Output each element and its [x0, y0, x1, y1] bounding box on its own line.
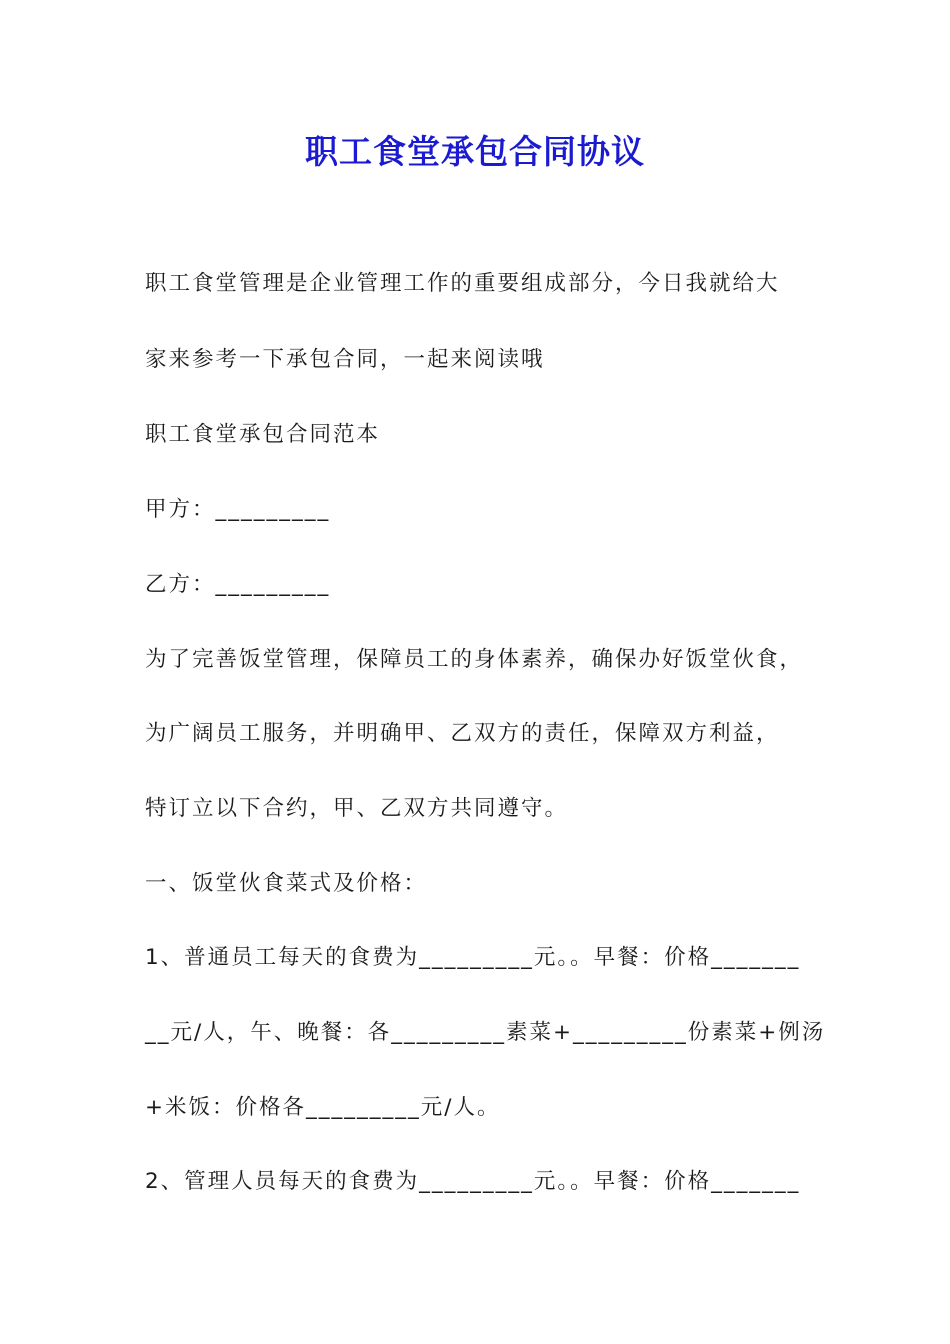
clause-line: 1、普通员工每天的食费为_________元。。早餐：价格_______ — [145, 945, 801, 970]
party-a-line: 甲方：_________ — [145, 497, 331, 522]
paragraph-line: 职工食堂承包合同范本 — [145, 422, 381, 447]
paragraph-line: 为广阔员工服务，并明确甲、乙双方的责任，保障双方利益， — [145, 721, 780, 746]
paragraph-line: 特订立以下合约，甲、乙双方共同遵守。 — [145, 796, 569, 821]
party-b-line: 乙方：_________ — [145, 572, 331, 597]
clause-line: __元/人，午、晚餐：各_________素菜+_________份素菜+例汤 — [145, 1020, 826, 1045]
document-title: 职工食堂承包合同协议 — [305, 132, 645, 171]
clause-line: 2、管理人员每天的食费为_________元。。早餐：价格_______ — [145, 1169, 801, 1194]
clause-line: +米饭：价格各_________元/人。 — [145, 1095, 501, 1120]
paragraph-line: 家来参考一下承包合同，一起来阅读哦 — [145, 347, 545, 372]
section-heading: 一、饭堂伙食菜式及价格： — [145, 871, 428, 896]
paragraph-line: 为了完善饭堂管理，保障员工的身体素养，确保办好饭堂伙食， — [145, 647, 804, 672]
paragraph-line: 职工食堂管理是企业管理工作的重要组成部分，今日我就给大 — [145, 271, 780, 296]
